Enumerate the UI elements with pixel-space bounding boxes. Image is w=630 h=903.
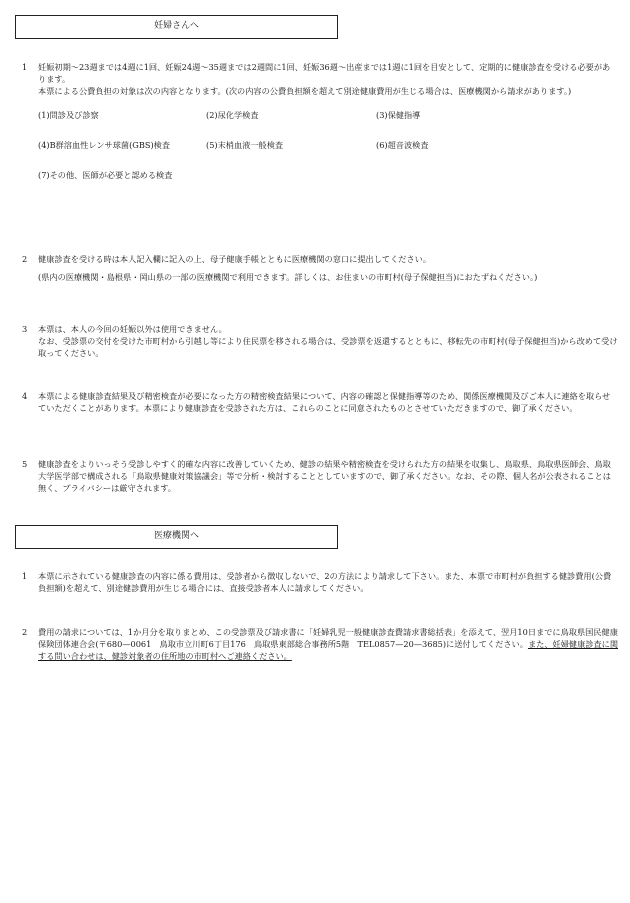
list-item	[22, 390, 618, 414]
item-number: 3	[22, 324, 28, 334]
list-item	[22, 626, 618, 662]
exam-list	[38, 109, 618, 207]
item-subtext: (県内の医療機関・島根県・岡山県の一部の医療機関で利用できます。詳しくは、お住まいの市町村(母子保健担当)におたずねください。)	[38, 272, 538, 282]
exam-item: (6)超音波検査	[376, 140, 429, 150]
item-text: 健康診査を受ける時は本人記入欄に記入の上、母子健康手帳とともに医療機関の窓口に提出してください。	[38, 254, 432, 264]
item-subtext: 本票による公費負担の対象は次の内容となります。(次の内容の公費負担額を超えて別途健康費用が生じる場合は、医療機関から請求があります。)	[38, 86, 572, 96]
list-item	[22, 61, 618, 207]
item-number: 4	[22, 391, 28, 401]
item-text: 本票に示されている健康診査の内容に係る費用は、受診者から徴収しないで、2の方法により請求して下さい。また、本票で市町村が負担する健診費用(公費負担額)を超えて、別途健診費用が生じる場合には、直接受診者本人に請求してください。	[38, 571, 612, 593]
item-number: 1	[22, 62, 28, 72]
item-text: 本票は、本人の今回の妊娠以外は使用できません。	[38, 324, 227, 334]
list-item	[22, 458, 618, 494]
exam-item: (5)末梢血液一般検査	[206, 140, 284, 150]
item-number: 2	[22, 254, 28, 264]
exam-item: (4)B群溶血性レンサ球菌(GBS)検査	[38, 140, 171, 150]
section-title-medical-institutions: 医療機関へ	[15, 525, 338, 549]
item-text: 妊娠初期～23週までは4週に1回、妊娠24週～35週までは2週間に1回、妊娠36週～出産までは1週に1回を目安として、定期的に健康診査を受ける必要があります。	[38, 62, 611, 84]
item-subtext: なお、受診票の交付を受けた市町村から引越し等により住民票を移される場合は、受診票を返還するとともに、移転先の市町村(母子保健担当)から改めて受け取ってください。	[38, 336, 618, 358]
item-number: 1	[22, 571, 28, 581]
section-title-pregnant-women: 妊婦さんへ	[15, 15, 338, 39]
item-number: 2	[22, 627, 28, 637]
list-item	[22, 253, 618, 283]
exam-item: (1)問診及び診察	[38, 110, 99, 120]
item-text: 健康診査をよりいっそう受診しやすく的確な内容に改善していくため、健診の結果や精密検査を受けられた方の結果を収集し、鳥取県、鳥取県医師会、鳥取大学医学部で構成される「鳥取県健康対策協議会」等で分析・検討することとしていますので、御了承ください。なお、その際、個人名が公表されることは無く、プライバシーは厳守されます。	[38, 459, 611, 493]
inquiry-notice: また、妊婦健康診査に関する問い合わせは、健診対象者の住所地の市町村へご連絡ください。	[38, 639, 619, 661]
list-item	[22, 570, 618, 594]
billing-instructions: 費用の請求については、1か月分を取りまとめ、この受診票及び請求書に「妊婦乳児一般健康診査費請求書総括表」を添えて、翌月10日までに鳥取県国民健康保険団体連合会(〒680—0061 鳥取市立川町6丁目176 鳥取県東部総合事務所5階 TEL0857—20—3685)に送付してください。	[38, 627, 618, 649]
list-item	[22, 323, 618, 359]
item-number: 5	[22, 459, 28, 469]
exam-item: (7)その他、医師が必要と認める検査	[38, 170, 173, 180]
item-text: 本票による健康診査結果及び精密検査が必要になった方の精密検査結果について、内容の確認と保健指導等のため、関係医療機関及びご本人に連絡を取らせていただくことがあります。本票により健康診査を受診された方は、これらのことに同意されたものとさせていただきますので、御了承ください。	[38, 391, 611, 413]
item-text	[38, 626, 618, 662]
exam-item: (3)保健指導	[376, 110, 421, 120]
exam-item: (2)尿化学検査	[206, 110, 259, 120]
